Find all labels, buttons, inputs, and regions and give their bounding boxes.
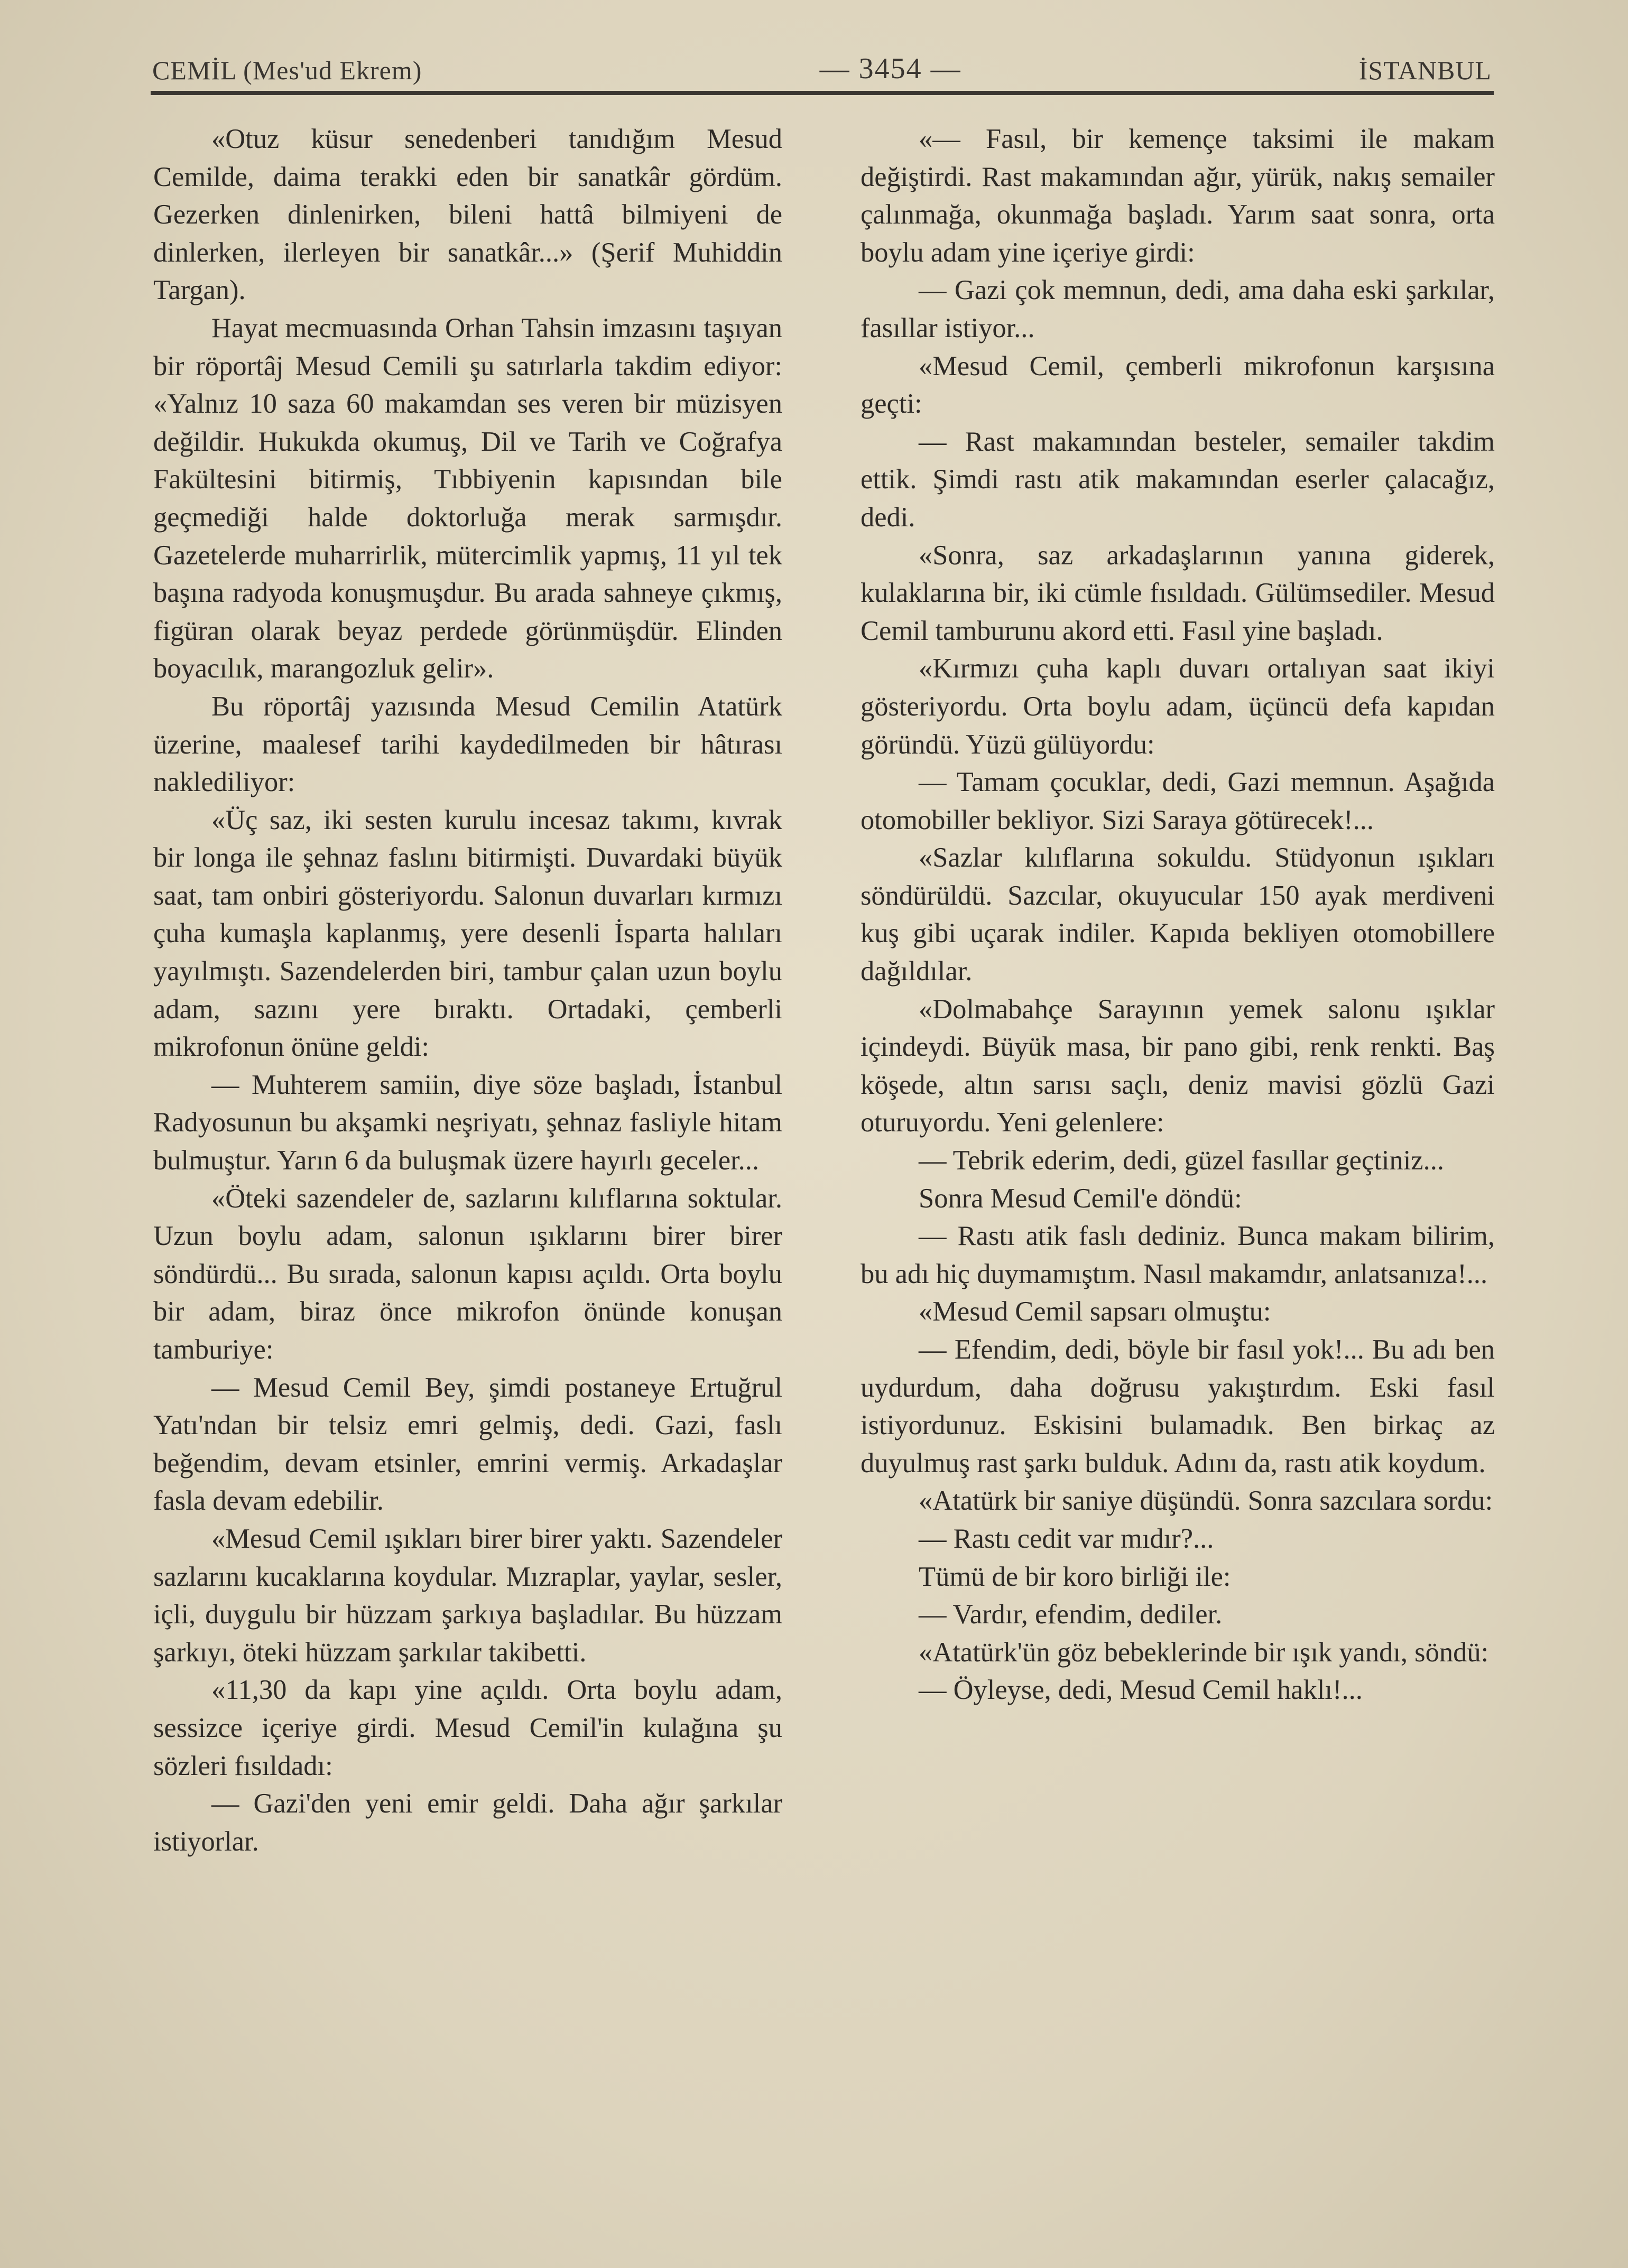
paragraph: «Öteki sazendeler de, sazlarını kılıflarına soktular. Uzun boylu adam, salonun ışıklarını birer birer söndürdü... Bu sırada, salonun kapısı açıldı. Orta boylu bir adam, biraz önce mikrofon önünde konuşan tamburiye: [153, 1183, 782, 1365]
paragraph: «Sazlar kılıflarına sokuldu. Stüdyonun ışıkları söndürüldü. Sazcılar, okuyucular 150 ayak merdiveni kuş gibi uçarak indiler. Kapıda bekliyen otomobillere dağıldılar. [861, 842, 1495, 987]
paragraph: Bu röportâj yazısında Mesud Cemilin Atatürk üzerine, maalesef tarihi kaydedilmeden bir hâtırası naklediliyor: [153, 691, 782, 798]
paragraph: — Tebrik ederim, dedi, güzel fasıllar geçtiniz... [919, 1145, 1444, 1176]
paragraph: Hayat mecmuasında Orhan Tahsin imzasını taşıyan bir röportâj Mesud Cemili şu satırlarla takdim ediyor: «Yalnız 10 saza 60 makamdan ses veren bir müzisyen değildir. Hukukda okumuş, Dil ve Tarih ve Coğrafya Fakültesini bitirmiş, Tıbbiyenin kapısından bile geçmediği halde doktorluğa merak sarmışdır. Gazetelerde muharrirlik, mütercimlik yapmış, 11 yıl tek başına radyoda konuşmuşdur. Bu arada sahneye çıkmış, figüran olarak beyaz perdede görünmüşdür. Elinden boyacılık, marangozluk gelir». [153, 312, 782, 684]
paragraph: — Tamam çocuklar, dedi, Gazi memnun. Aşağıda otomobiller bekliyor. Sizi Saraya götürecek!... [861, 767, 1495, 835]
paragraph: «Mesud Cemil, çemberli mikrofonun karşısına geçti: [861, 350, 1495, 420]
paragraph: «Sonra, saz arkadaşlarının yanına giderek, kulaklarına bir, iki cümle fısıldadı. Gülümsediler. Mesud Cemil tamburunu akord etti. Fasıl yine başladı. [861, 540, 1495, 646]
paragraph: «Otuz küsur senedenberi tanıdığım Mesud Cemilde, daima terakki eden bir sanatkâr gördüm. Gezerken dinlenirken, bileni hattâ bilmiyeni de dinlerken, ilerleyen bir sanatkâr...» (Şerif Muhiddin Targan). [153, 124, 782, 306]
paragraph: Tümü de bir koro birliği ile: [919, 1561, 1231, 1592]
paragraph: — Gazi'den yeni emir geldi. Daha ağır şarkılar istiyorlar. [153, 1788, 782, 1857]
paragraph: — Muhterem samiin, diye söze başladı, İstanbul Radyosunun bu akşamki neşriyatı, şehnaz fasliyle hitam bulmuştur. Yarın 6 da buluşmak üzere hayırlı geceler... [153, 1069, 782, 1176]
paragraph: «Atatürk bir saniye düşündü. Sonra sazcılara sordu: [919, 1485, 1493, 1517]
right-column [861, 120, 1495, 1709]
header-right: İSTANBUL [1358, 55, 1492, 85]
paragraph: «— Fasıl, bir kemençe taksimi ile makam değiştirdi. Rast makamından ağır, yürük, nakış semailer çalınmağa, okunmağa başladı. Yarım saat sonra, orta boylu adam yine içeriye girdi: [861, 124, 1495, 268]
paragraph: «Üç saz, iki sesten kurulu incesaz takımı, kıvrak bir longa ile şehnaz faslını bitirmişti. Duvardaki büyük saat, tam onbiri gösteriyordu. Salonun duvarları kırmızı çuha kumaşla kaplanmış, yere desenli İsparta halıları yayılmıştı. Sazendelerden biri, tambur çalan uzun boylu adam, sazını yere bıraktı. Ortadaki, çemberli mikrofonun önüne geldi: [153, 804, 782, 1063]
header-rule [151, 91, 1494, 95]
paragraph: Sonra Mesud Cemil'e döndü: [919, 1183, 1242, 1214]
running-header [152, 49, 1492, 86]
paragraph: «Mesud Cemil ışıkları birer birer yaktı. Sazendeler sazlarını kucaklarına koydular. Mızraplar, yaylar, sesler, içli, duygulu bir hüzzam şarkıya başladılar. Bu hüzzam şarkıyı, öteki hüzzam şarkılar takibetti. [153, 1523, 782, 1668]
paragraph: — Rastı cedit var mıdır?... [919, 1523, 1214, 1554]
paragraph: «Mesud Cemil sapsarı olmuştu: [919, 1296, 1271, 1327]
paragraph: — Öyleyse, dedi, Mesud Cemil haklı!... [919, 1675, 1363, 1706]
paragraph: — Rast makamından besteler, semailer takdim ettik. Şimdi rastı atik makamından eserler çalacağız, dedi. [861, 426, 1495, 533]
header-left: CEMİL (Mes'ud Ekrem) [152, 55, 422, 85]
paragraph: — Vardır, efendim, dediler. [919, 1599, 1223, 1630]
paragraph: — Efendim, dedi, böyle bir fasıl yok!... Bu adı ben uydurdum, daha doğrusu yakıştırdım. Eski fasıl istiyordunuz. Eskisini bulamadık. Ben birkaç az duyulmuş rast şarkı bulduk. Adını da, rastı atik koydum. [861, 1334, 1495, 1479]
paragraph: — Gazi çok memnun, dedi, ama daha eski şarkılar, fasıllar istiyor... [861, 275, 1495, 343]
paragraph: — Rastı atik faslı dediniz. Bunca makam bilirim, bu adı hiç duymamıştım. Nasıl makamdır, anlatsanıza!... [861, 1221, 1495, 1289]
paragraph: «Dolmabahçe Sarayının yemek salonu ışıklar içindeydi. Büyük masa, bir pano gibi, renk renkti. Baş köşede, altın sarısı saçlı, deniz mavisi gözlü Gazi oturuyordu. Yeni gelenlere: [861, 993, 1495, 1138]
paragraph: — Mesud Cemil Bey, şimdi postaneye Ertuğrul Yatı'ndan bir telsiz emri gelmiş, dedi. Gazi, faslı beğendim, devam etsinler, emrini vermiş. Arkadaşlar fasla devam edebilir. [153, 1372, 782, 1517]
paragraph: «Atatürk'ün göz bebeklerinde bir ışık yandı, söndü: [919, 1637, 1489, 1668]
left-column [153, 120, 782, 1861]
paragraph: «Kırmızı çuha kaplı duvarı ortalıyan saat ikiyi gösteriyordu. Orta boylu adam, üçüncü defa kapıdan göründü. Yüzü gülüyordu: [861, 653, 1495, 760]
paragraph: «11,30 da kapı yine açıldı. Orta boylu adam, sessizce içeriye girdi. Mesud Cemil'in kulağına şu sözleri fısıldadı: [153, 1675, 782, 1781]
page-number: — 3454 — [819, 52, 961, 85]
